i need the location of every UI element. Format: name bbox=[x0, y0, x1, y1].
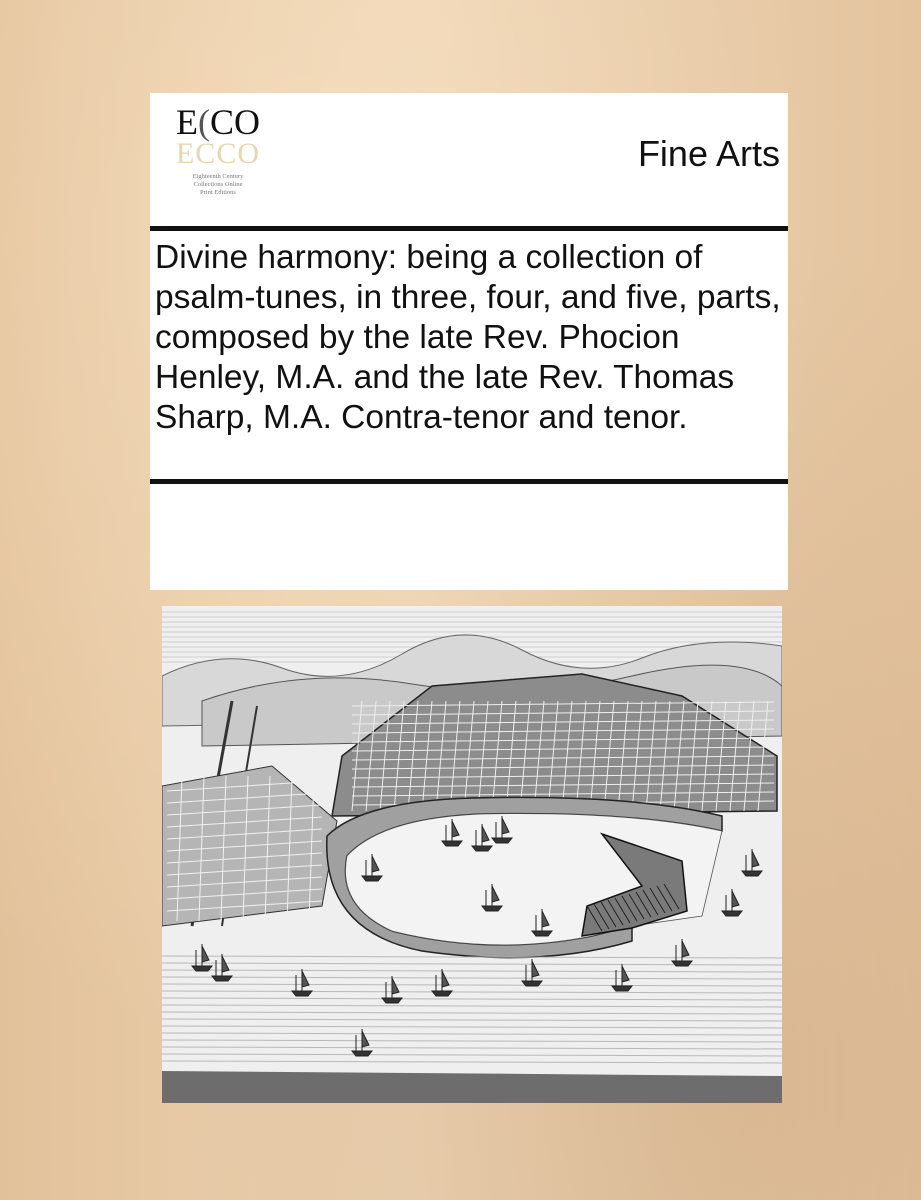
harbor-city-engraving bbox=[162, 606, 782, 1103]
title-panel bbox=[150, 231, 788, 479]
engraving-illustration bbox=[162, 606, 782, 1103]
category-label: Fine Arts bbox=[637, 133, 780, 174]
blank-panel bbox=[150, 484, 788, 590]
ecco-logo bbox=[168, 103, 268, 217]
header-panel bbox=[150, 93, 788, 227]
ecco-logo-ghost: ECCO bbox=[175, 137, 260, 170]
ecco-logo-subtitle: Eighteenth Century Collections Online Print Editions bbox=[192, 173, 244, 196]
book-title: Divine harmony: being a collection of psalm-tunes, in three, four, and five, parts, composed by the late Rev. Phocion Henley, M.A. and the late Rev. Thomas Sharp, M.A. Contra-tenor and tenor. bbox=[155, 239, 781, 436]
ecco-logo-mark: E(CO bbox=[175, 102, 260, 142]
